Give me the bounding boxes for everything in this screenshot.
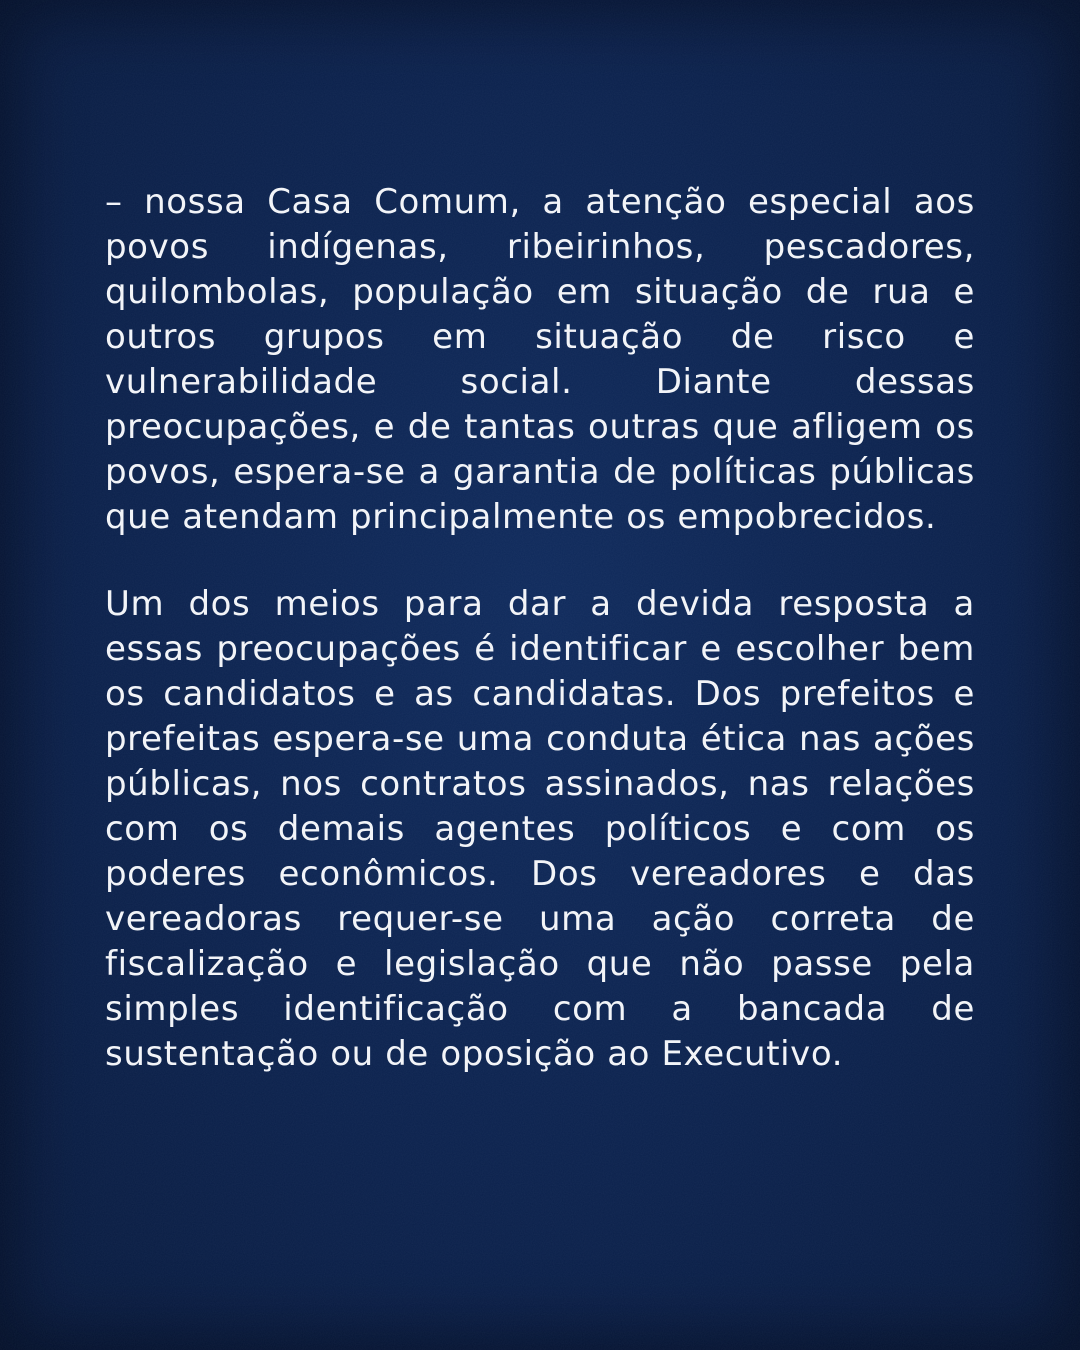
paragraph-2: Um dos meios para dar a devida resposta a essas preocupações é identificar e escolher bem os candidatos e as candidatas. Dos prefeitos e prefeitas espera-se uma conduta ética nas ações públicas, nos contratos assinados, nas relações com os demais agentes políticos e com os poderes econômicos. Dos vereadores e das vereadoras requer-se uma ação correta de fiscalização e legislação que não passe pela simples identificação com a bancada de sustentação ou de oposição ao Executivo. [105,584,975,1074]
paragraph-1: – nossa Casa Comum, a atenção especial aos povos indígenas, ribeirinhos, pescadores, quilombolas, população em situação de rua e outros grupos em situação de risco e vulnerabilidade social. Diante dessas preocupações, e de tantas outras que afligem os povos, espera-se a garantia de políticas públicas que atendam principalmente os empobrecidos. [105,182,975,537]
article-text [105,180,975,1077]
